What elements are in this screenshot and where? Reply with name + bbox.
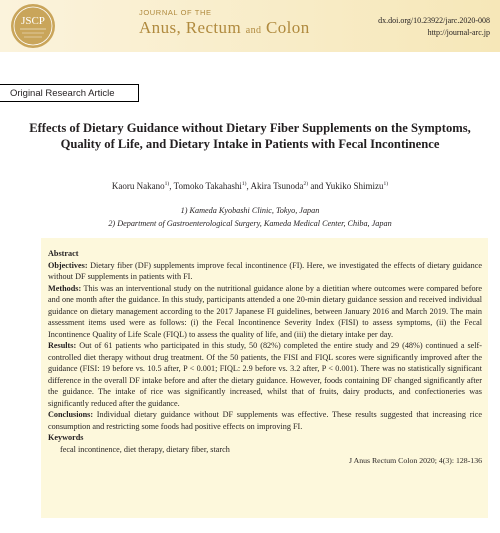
doi-link[interactable]: dx.doi.org/10.23922/jarc.2020-008 bbox=[378, 16, 490, 25]
author-name: Tomoko Takahashi bbox=[173, 181, 242, 191]
objectives-label: Objectives: bbox=[48, 260, 88, 270]
journal-name-main bbox=[139, 18, 310, 38]
conclusions-text: Individual dietary guidance without DF supplements was effective. These results suggested that increasing rice consumption and restricting some foods had positive effects on improving FI. bbox=[48, 410, 482, 431]
methods-label: Methods: bbox=[48, 283, 82, 293]
journal-name-colon: Colon bbox=[266, 18, 310, 37]
abstract-box bbox=[41, 238, 488, 518]
author-sup: 1) bbox=[241, 181, 247, 187]
results-label: Results: bbox=[48, 341, 77, 350]
affiliation-1: 1) Kameda Kyobashi Clinic, Tokyo, Japan bbox=[180, 206, 320, 215]
affiliations bbox=[0, 205, 500, 230]
conclusions-label: Conclusions: bbox=[48, 410, 94, 419]
article-title: Effects of Dietary Guidance without Dietary Fiber Supplements on the Symptoms, Quality of Life, and Dietary Intake in Patients with Fecal Incontinence bbox=[29, 121, 471, 151]
methods-text: This was an interventional study on the nutritional guidance alone by a dietitian where outcomes were compared before and one month after the guidance. In this study, participants attended a one 20-min dietary guidance session and received individual guidance on dietary management according to the 2017 Japanese FI guidelines, between January 2016 and March 2019. The main assessment items used were as follows: (i) the Fecal Incontinence Severity Index (FISI) to assess symptoms, (ii) the Fecal Incontinence Quality of Life Scale (FIQL) to assess the quality of life, and (iii) the dietary intake per day. bbox=[48, 283, 482, 339]
doi-block bbox=[378, 15, 490, 39]
author-sup: 1) bbox=[164, 181, 170, 187]
journal-url-link[interactable]: http://journal-arc.jp bbox=[427, 28, 490, 37]
citation: J Anus Rectum Colon 2020; 4(3): 128-136 bbox=[349, 456, 482, 465]
journal-name-prefix: JOURNAL OF THE bbox=[139, 8, 212, 17]
article-type-tag: Original Research Article bbox=[0, 84, 139, 102]
author-name: Kaoru Nakano bbox=[111, 181, 165, 191]
abstract-results bbox=[48, 340, 482, 409]
logo-text: JSCP bbox=[21, 15, 45, 27]
journal-header-banner bbox=[0, 0, 500, 52]
author-sup: 2) bbox=[303, 181, 309, 187]
abstract-heading: Abstract bbox=[48, 249, 79, 258]
abstract-conclusions bbox=[48, 409, 482, 432]
abstract-objectives bbox=[48, 260, 482, 283]
journal-name-anus: Anus, Rectum bbox=[139, 18, 242, 37]
keywords-heading: Keywords bbox=[48, 433, 84, 442]
abstract-methods bbox=[48, 283, 482, 341]
author-name: Yukiko Shimizu bbox=[325, 181, 384, 191]
results-text: Out of 61 patients who participated in this study, 50 (82%) completed the entire study and 29 (48%) continued a self-controlled diet therapy without drug treatment. Of the 50 patients, the FISI and FIQL scores were significantly improved after the guidance (FISI: 19 before vs. 10.5 after, P < 0.001; FIQL: 2.9 before vs. 3.2 after, P < 0.001). There was no statistically significant difference in the overall DF intake before and after the dietary guidance. However, foods containing DF changed significantly after the guidance. The intake of rice was significantly increased, whilst that of fruits, dairy products, and confectioneries was significantly reduced after the guidance. bbox=[48, 341, 483, 408]
journal-name-and: and bbox=[245, 25, 262, 36]
author-name: Akira Tsunoda bbox=[250, 181, 304, 191]
journal-name bbox=[139, 8, 310, 38]
jscp-logo-icon bbox=[10, 3, 56, 49]
keywords-list: fecal incontinence, diet therapy, dietary fiber, starch bbox=[60, 444, 230, 454]
author-sup: 1) bbox=[383, 181, 389, 187]
affiliation-2: 2) Department of Gastroenterological Surgery, Kameda Medical Center, Chiba, Japan bbox=[108, 218, 392, 228]
author-list: Kaoru Nakano$^{1)}$, Tomoko Takahashi$^{1)}$, Akira Tsunoda$^{2)}$ and Yukiko Shimizu$^{1)}$ bbox=[111, 181, 389, 191]
objectives-text: Dietary fiber (DF) supplements improve fecal incontinence (FI). Here, we investigated the effects of dietary guidance without DF supplements in patients with FI. bbox=[48, 260, 482, 281]
